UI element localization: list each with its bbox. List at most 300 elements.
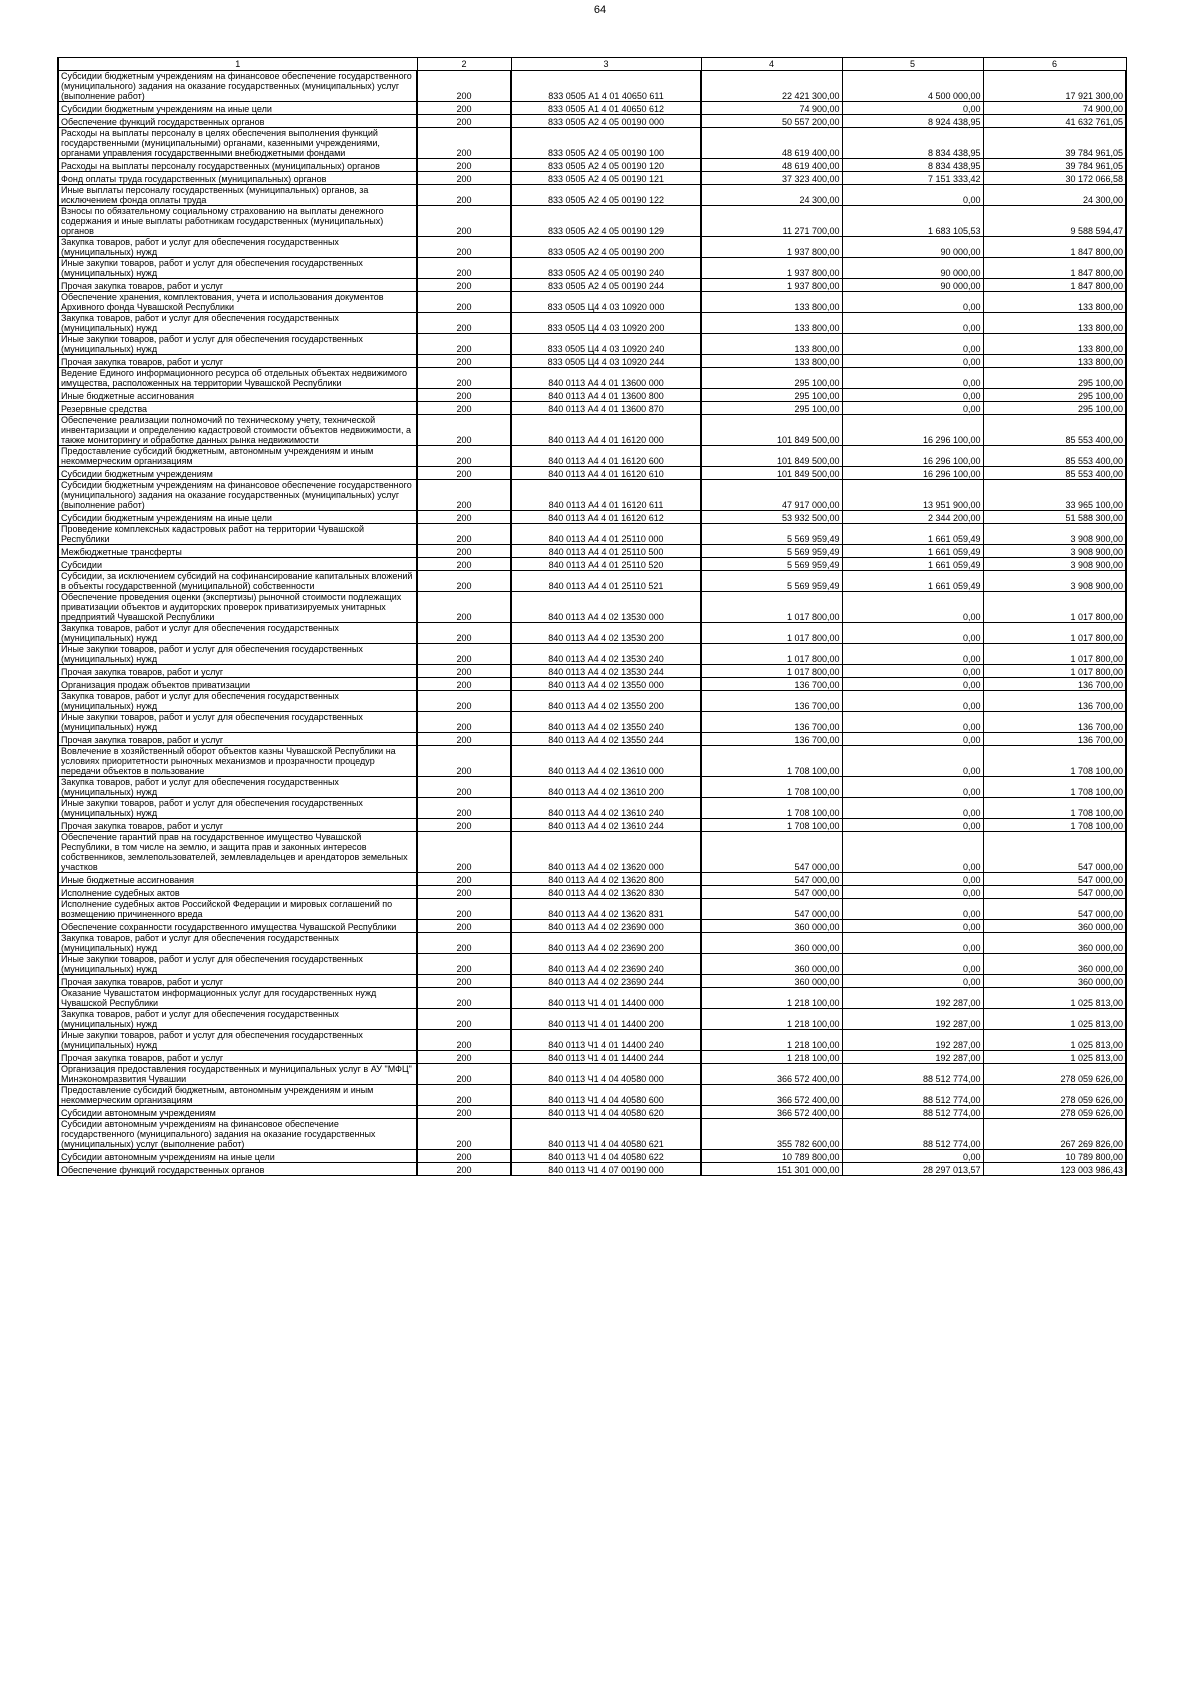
row-code-cell: 200 (417, 644, 511, 665)
row-approved-amount-cell: 136 700,00 (701, 678, 842, 691)
row-classification-cell: 840 0113 Ч1 4 01 14400 200 (511, 1009, 701, 1030)
row-name-cell: Обеспечение сохранности государственного имущества Чувашской Республики (58, 920, 417, 933)
row-name-cell: Прочая закупка товаров, работ и услуг (58, 1051, 417, 1064)
row-remaining-amount-cell: 39 784 961,05 (983, 159, 1126, 172)
row-executed-amount-cell: 0,00 (842, 102, 983, 115)
row-code-cell: 200 (417, 954, 511, 975)
row-approved-amount-cell: 5 569 959,49 (701, 545, 842, 558)
row-executed-amount-cell: 0,00 (842, 712, 983, 733)
table-row (58, 467, 1126, 480)
row-remaining-amount-cell: 133 800,00 (983, 313, 1126, 334)
row-code-cell: 200 (417, 592, 511, 623)
row-code-cell: 200 (417, 334, 511, 355)
row-approved-amount-cell: 295 100,00 (701, 368, 842, 389)
table-row (58, 1085, 1126, 1106)
row-approved-amount-cell: 547 000,00 (701, 873, 842, 886)
row-classification-cell: 840 0113 Ч1 4 04 40580 622 (511, 1150, 701, 1163)
row-approved-amount-cell: 355 782 600,00 (701, 1119, 842, 1150)
row-remaining-amount-cell: 1 847 800,00 (983, 279, 1126, 292)
row-executed-amount-cell: 8 834 438,95 (842, 128, 983, 159)
row-name-cell: Закупка товаров, работ и услуг для обеспечения государственных (муниципальных) нужд (58, 933, 417, 954)
row-name-cell: Предоставление субсидий бюджетным, автономным учреждениям и иным некоммерческим организациям (58, 446, 417, 467)
row-approved-amount-cell: 101 849 500,00 (701, 446, 842, 467)
table-row (58, 665, 1126, 678)
row-classification-cell: 840 0113 А4 4 02 13610 244 (511, 819, 701, 832)
row-classification-cell: 840 0113 А4 4 01 25110 520 (511, 558, 701, 571)
row-classification-cell: 833 0505 А2 4 05 00190 129 (511, 206, 701, 237)
row-remaining-amount-cell: 1 708 100,00 (983, 819, 1126, 832)
row-approved-amount-cell: 547 000,00 (701, 899, 842, 920)
row-approved-amount-cell: 1 017 800,00 (701, 623, 842, 644)
row-executed-amount-cell: 0,00 (842, 623, 983, 644)
table-row (58, 988, 1126, 1009)
row-name-cell: Прочая закупка товаров, работ и услуг (58, 355, 417, 368)
row-code-cell: 200 (417, 733, 511, 746)
table-row (58, 159, 1126, 172)
row-approved-amount-cell: 1 218 100,00 (701, 1009, 842, 1030)
row-code-cell: 200 (417, 1085, 511, 1106)
row-classification-cell: 840 0113 А4 4 01 25110 000 (511, 524, 701, 545)
row-code-cell: 200 (417, 571, 511, 592)
row-approved-amount-cell: 10 789 800,00 (701, 1150, 842, 1163)
row-classification-cell: 833 0505 А2 4 05 00190 122 (511, 185, 701, 206)
row-approved-amount-cell: 1 708 100,00 (701, 746, 842, 777)
row-code-cell: 200 (417, 1030, 511, 1051)
row-executed-amount-cell: 0,00 (842, 334, 983, 355)
row-remaining-amount-cell: 1 708 100,00 (983, 777, 1126, 798)
row-executed-amount-cell: 13 951 900,00 (842, 480, 983, 511)
table-row (58, 511, 1126, 524)
row-name-cell: Иные выплаты персоналу государственных (муниципальных) органов, за исключением фонда оплаты труда (58, 185, 417, 206)
row-name-cell: Расходы на выплаты персоналу государственных (муниципальных) органов (58, 159, 417, 172)
row-code-cell: 200 (417, 746, 511, 777)
row-remaining-amount-cell: 85 553 400,00 (983, 415, 1126, 446)
row-approved-amount-cell: 53 932 500,00 (701, 511, 842, 524)
row-code-cell: 200 (417, 206, 511, 237)
row-executed-amount-cell: 4 500 000,00 (842, 71, 983, 102)
row-classification-cell: 840 0113 А4 4 02 13550 244 (511, 733, 701, 746)
row-code-cell: 200 (417, 819, 511, 832)
table-row (58, 558, 1126, 571)
row-executed-amount-cell: 0,00 (842, 933, 983, 954)
row-code-cell: 200 (417, 402, 511, 415)
row-classification-cell: 840 0113 А4 4 02 23690 200 (511, 933, 701, 954)
row-executed-amount-cell: 1 661 059,49 (842, 524, 983, 545)
row-executed-amount-cell: 0,00 (842, 954, 983, 975)
row-name-cell: Предоставление субсидий бюджетным, автономным учреждениям и иным некоммерческим организациям (58, 1085, 417, 1106)
row-remaining-amount-cell: 3 908 900,00 (983, 545, 1126, 558)
column-header: 4 (701, 58, 842, 71)
row-classification-cell: 840 0113 А4 4 02 13550 000 (511, 678, 701, 691)
row-remaining-amount-cell: 10 789 800,00 (983, 1150, 1126, 1163)
row-executed-amount-cell: 0,00 (842, 368, 983, 389)
row-name-cell: Субсидии бюджетным учреждениям (58, 467, 417, 480)
row-classification-cell: 833 0505 А2 4 05 00190 000 (511, 115, 701, 128)
table-row (58, 545, 1126, 558)
row-executed-amount-cell: 192 287,00 (842, 1009, 983, 1030)
row-name-cell: Субсидии автономным учреждениям на финансовое обеспечение государственного (муниципального) задания на оказание государственных (муниципальных) услуг (выполнение работ) (58, 1119, 417, 1150)
row-remaining-amount-cell: 136 700,00 (983, 712, 1126, 733)
table-row (58, 480, 1126, 511)
table-row (58, 873, 1126, 886)
row-executed-amount-cell: 0,00 (842, 873, 983, 886)
row-name-cell: Иные бюджетные ассигнования (58, 873, 417, 886)
row-classification-cell: 840 0113 А4 4 02 13620 800 (511, 873, 701, 886)
table-row (58, 933, 1126, 954)
row-executed-amount-cell: 192 287,00 (842, 1051, 983, 1064)
row-remaining-amount-cell: 295 100,00 (983, 402, 1126, 415)
row-executed-amount-cell: 0,00 (842, 292, 983, 313)
table-row (58, 402, 1126, 415)
row-remaining-amount-cell: 3 908 900,00 (983, 524, 1126, 545)
table-row (58, 1150, 1126, 1163)
row-approved-amount-cell: 360 000,00 (701, 920, 842, 933)
row-remaining-amount-cell: 123 003 986,43 (983, 1163, 1126, 1176)
row-executed-amount-cell: 0,00 (842, 691, 983, 712)
row-executed-amount-cell: 0,00 (842, 798, 983, 819)
row-executed-amount-cell: 88 512 774,00 (842, 1064, 983, 1085)
column-header: 5 (842, 58, 983, 71)
row-executed-amount-cell: 28 297 013,57 (842, 1163, 983, 1176)
row-remaining-amount-cell: 1 017 800,00 (983, 665, 1126, 678)
row-classification-cell: 833 0505 Ц4 4 03 10920 240 (511, 334, 701, 355)
row-name-cell: Иные закупки товаров, работ и услуг для обеспечения государственных (муниципальных) нужд (58, 644, 417, 665)
row-approved-amount-cell: 295 100,00 (701, 402, 842, 415)
row-executed-amount-cell: 2 344 200,00 (842, 511, 983, 524)
row-executed-amount-cell: 0,00 (842, 819, 983, 832)
table-row (58, 899, 1126, 920)
row-code-cell: 200 (417, 1163, 511, 1176)
row-name-cell: Иные закупки товаров, работ и услуг для обеспечения государственных (муниципальных) нужд (58, 954, 417, 975)
row-classification-cell: 833 0505 Ц4 4 03 10920 000 (511, 292, 701, 313)
row-classification-cell: 840 0113 А4 4 01 13600 000 (511, 368, 701, 389)
row-code-cell: 200 (417, 623, 511, 644)
row-name-cell: Резервные средства (58, 402, 417, 415)
row-approved-amount-cell: 47 917 000,00 (701, 480, 842, 511)
row-remaining-amount-cell: 1 017 800,00 (983, 623, 1126, 644)
row-remaining-amount-cell: 295 100,00 (983, 368, 1126, 389)
row-executed-amount-cell: 0,00 (842, 899, 983, 920)
row-approved-amount-cell: 1 937 800,00 (701, 237, 842, 258)
row-name-cell: Субсидии бюджетным учреждениям на иные цели (58, 511, 417, 524)
table-row (58, 678, 1126, 691)
row-executed-amount-cell: 0,00 (842, 777, 983, 798)
table-row (58, 279, 1126, 292)
row-name-cell: Иные бюджетные ассигнования (58, 389, 417, 402)
row-code-cell: 200 (417, 355, 511, 368)
row-name-cell: Организация предоставления государственных и муниципальных услуг в АУ "МФЦ" Минэкономразвития Чувашии (58, 1064, 417, 1085)
row-name-cell: Иные закупки товаров, работ и услуг для обеспечения государственных (муниципальных) нужд (58, 1030, 417, 1051)
row-remaining-amount-cell: 295 100,00 (983, 389, 1126, 402)
row-remaining-amount-cell: 278 059 626,00 (983, 1106, 1126, 1119)
row-code-cell: 200 (417, 128, 511, 159)
table-row (58, 446, 1126, 467)
table-row (58, 571, 1126, 592)
row-classification-cell: 840 0113 Ч1 4 01 14400 000 (511, 988, 701, 1009)
table-row (58, 832, 1126, 873)
row-remaining-amount-cell: 136 700,00 (983, 678, 1126, 691)
row-executed-amount-cell: 90 000,00 (842, 237, 983, 258)
row-executed-amount-cell: 0,00 (842, 185, 983, 206)
row-remaining-amount-cell: 74 900,00 (983, 102, 1126, 115)
row-classification-cell: 840 0113 А4 4 01 16120 600 (511, 446, 701, 467)
row-code-cell: 200 (417, 798, 511, 819)
table-row (58, 975, 1126, 988)
table-row (58, 920, 1126, 933)
column-header: 1 (58, 58, 417, 71)
row-name-cell: Прочая закупка товаров, работ и услуг (58, 665, 417, 678)
table-row (58, 819, 1126, 832)
row-classification-cell: 840 0113 А4 4 02 13550 200 (511, 691, 701, 712)
row-executed-amount-cell: 0,00 (842, 975, 983, 988)
row-classification-cell: 840 0113 А4 4 01 16120 612 (511, 511, 701, 524)
row-approved-amount-cell: 24 300,00 (701, 185, 842, 206)
column-header: 6 (983, 58, 1126, 71)
table-row (58, 712, 1126, 733)
row-approved-amount-cell: 1 218 100,00 (701, 988, 842, 1009)
row-executed-amount-cell: 192 287,00 (842, 1030, 983, 1051)
row-remaining-amount-cell: 278 059 626,00 (983, 1085, 1126, 1106)
row-name-cell: Иные закупки товаров, работ и услуг для обеспечения государственных (муниципальных) нужд (58, 258, 417, 279)
row-executed-amount-cell: 0,00 (842, 592, 983, 623)
row-classification-cell: 840 0113 А4 4 01 16120 610 (511, 467, 701, 480)
row-code-cell: 200 (417, 678, 511, 691)
row-approved-amount-cell: 547 000,00 (701, 886, 842, 899)
row-code-cell: 200 (417, 480, 511, 511)
row-classification-cell: 840 0113 А4 4 02 13530 000 (511, 592, 701, 623)
row-name-cell: Субсидии бюджетным учреждениям на финансовое обеспечение государственного (муниципального) задания на оказание государственных (муниципальных) услуг (выполнение работ) (58, 71, 417, 102)
row-approved-amount-cell: 50 557 200,00 (701, 115, 842, 128)
row-name-cell: Закупка товаров, работ и услуг для обеспечения государственных (муниципальных) нужд (58, 237, 417, 258)
row-name-cell: Субсидии бюджетным учреждениям на иные цели (58, 102, 417, 115)
row-name-cell: Прочая закупка товаров, работ и услуг (58, 733, 417, 746)
row-classification-cell: 840 0113 А4 4 02 13620 831 (511, 899, 701, 920)
row-name-cell: Обеспечение функций государственных органов (58, 1163, 417, 1176)
row-classification-cell: 833 0505 Ц4 4 03 10920 244 (511, 355, 701, 368)
row-name-cell: Оказание Чувашстатом информационных услуг для государственных нужд Чувашской Республики (58, 988, 417, 1009)
table-row (58, 313, 1126, 334)
row-code-cell: 200 (417, 1009, 511, 1030)
row-code-cell: 200 (417, 258, 511, 279)
row-remaining-amount-cell: 30 172 066,58 (983, 172, 1126, 185)
row-remaining-amount-cell: 1 847 800,00 (983, 258, 1126, 279)
table-row (58, 746, 1126, 777)
table-row (58, 1064, 1126, 1085)
row-approved-amount-cell: 136 700,00 (701, 691, 842, 712)
row-approved-amount-cell: 360 000,00 (701, 933, 842, 954)
row-classification-cell: 833 0505 Ц4 4 03 10920 200 (511, 313, 701, 334)
row-approved-amount-cell: 295 100,00 (701, 389, 842, 402)
row-remaining-amount-cell: 547 000,00 (983, 832, 1126, 873)
row-executed-amount-cell: 88 512 774,00 (842, 1085, 983, 1106)
row-code-cell: 200 (417, 777, 511, 798)
row-code-cell: 200 (417, 1106, 511, 1119)
row-approved-amount-cell: 360 000,00 (701, 975, 842, 988)
row-classification-cell: 833 0505 А2 4 05 00190 200 (511, 237, 701, 258)
row-remaining-amount-cell: 133 800,00 (983, 292, 1126, 313)
row-code-cell: 200 (417, 446, 511, 467)
row-approved-amount-cell: 136 700,00 (701, 733, 842, 746)
row-classification-cell: 840 0113 А4 4 02 13610 200 (511, 777, 701, 798)
row-remaining-amount-cell: 1 025 813,00 (983, 1030, 1126, 1051)
row-name-cell: Обеспечение хранения, комплектования, учета и использования документов Архивного фонда Чувашской Республики (58, 292, 417, 313)
row-code-cell: 200 (417, 1064, 511, 1085)
row-approved-amount-cell: 1 708 100,00 (701, 777, 842, 798)
row-approved-amount-cell: 133 800,00 (701, 334, 842, 355)
row-code-cell: 200 (417, 279, 511, 292)
row-approved-amount-cell: 366 572 400,00 (701, 1064, 842, 1085)
row-name-cell: Закупка товаров, работ и услуг для обеспечения государственных (муниципальных) нужд (58, 623, 417, 644)
table-row (58, 1106, 1126, 1119)
row-approved-amount-cell: 101 849 500,00 (701, 467, 842, 480)
table-header-row (58, 58, 1126, 71)
row-code-cell: 200 (417, 1150, 511, 1163)
row-name-cell: Субсидии, за исключением субсидий на софинансирование капитальных вложений в объекты государственной (муниципальной) собственности (58, 571, 417, 592)
row-classification-cell: 840 0113 А4 4 02 13530 200 (511, 623, 701, 644)
row-classification-cell: 840 0113 А4 4 02 23690 000 (511, 920, 701, 933)
row-approved-amount-cell: 1 937 800,00 (701, 279, 842, 292)
row-approved-amount-cell: 366 572 400,00 (701, 1106, 842, 1119)
row-approved-amount-cell: 22 421 300,00 (701, 71, 842, 102)
row-classification-cell: 840 0113 А4 4 02 13530 240 (511, 644, 701, 665)
row-code-cell: 200 (417, 115, 511, 128)
row-remaining-amount-cell: 51 588 300,00 (983, 511, 1126, 524)
row-code-cell: 200 (417, 975, 511, 988)
row-name-cell: Субсидии автономным учреждениям (58, 1106, 417, 1119)
row-executed-amount-cell: 0,00 (842, 402, 983, 415)
row-remaining-amount-cell: 1 017 800,00 (983, 644, 1126, 665)
table-row (58, 1051, 1126, 1064)
row-classification-cell: 840 0113 Ч1 4 04 40580 621 (511, 1119, 701, 1150)
row-remaining-amount-cell: 136 700,00 (983, 733, 1126, 746)
row-classification-cell: 840 0113 А4 4 01 13600 870 (511, 402, 701, 415)
table-row (58, 115, 1126, 128)
row-classification-cell: 833 0505 А2 4 05 00190 100 (511, 128, 701, 159)
table-row (58, 733, 1126, 746)
row-name-cell: Расходы на выплаты персоналу в целях обеспечения выполнения функций государственными (муниципальными) органами, казенными учреждениями, органами управления государственными внебюджетными фондами (58, 128, 417, 159)
row-name-cell: Иные закупки товаров, работ и услуг для обеспечения государственных (муниципальных) нужд (58, 334, 417, 355)
row-approved-amount-cell: 133 800,00 (701, 355, 842, 368)
row-approved-amount-cell: 133 800,00 (701, 313, 842, 334)
row-approved-amount-cell: 37 323 400,00 (701, 172, 842, 185)
table-row (58, 623, 1126, 644)
row-remaining-amount-cell: 133 800,00 (983, 334, 1126, 355)
row-code-cell: 200 (417, 102, 511, 115)
row-executed-amount-cell: 0,00 (842, 832, 983, 873)
row-executed-amount-cell: 0,00 (842, 665, 983, 678)
column-header: 2 (417, 58, 511, 71)
row-classification-cell: 840 0113 А4 4 02 13610 000 (511, 746, 701, 777)
row-approved-amount-cell: 11 271 700,00 (701, 206, 842, 237)
table-row (58, 1030, 1126, 1051)
row-name-cell: Фонд оплаты труда государственных (муниципальных) органов (58, 172, 417, 185)
row-executed-amount-cell: 16 296 100,00 (842, 415, 983, 446)
table-row (58, 172, 1126, 185)
row-executed-amount-cell: 7 151 333,42 (842, 172, 983, 185)
row-approved-amount-cell: 547 000,00 (701, 832, 842, 873)
row-approved-amount-cell: 5 569 959,49 (701, 571, 842, 592)
row-code-cell: 200 (417, 172, 511, 185)
row-executed-amount-cell: 90 000,00 (842, 258, 983, 279)
row-code-cell: 200 (417, 292, 511, 313)
row-name-cell: Организация продаж объектов приватизации (58, 678, 417, 691)
row-executed-amount-cell: 192 287,00 (842, 988, 983, 1009)
row-executed-amount-cell: 0,00 (842, 1150, 983, 1163)
row-remaining-amount-cell: 547 000,00 (983, 899, 1126, 920)
row-code-cell: 200 (417, 159, 511, 172)
row-name-cell: Межбюджетные трансферты (58, 545, 417, 558)
row-remaining-amount-cell: 9 588 594,47 (983, 206, 1126, 237)
row-executed-amount-cell: 0,00 (842, 389, 983, 402)
table-row (58, 368, 1126, 389)
row-remaining-amount-cell: 278 059 626,00 (983, 1064, 1126, 1085)
row-executed-amount-cell: 0,00 (842, 313, 983, 334)
row-code-cell: 200 (417, 899, 511, 920)
row-classification-cell: 840 0113 А4 4 01 16120 611 (511, 480, 701, 511)
table-row (58, 954, 1126, 975)
row-name-cell: Вовлечение в хозяйственный оборот объектов казны Чувашской Республики на условиях приоритетности рыночных механизмов и прозрачности процедур передачи объектов в пользование (58, 746, 417, 777)
row-name-cell: Закупка товаров, работ и услуг для обеспечения государственных (муниципальных) нужд (58, 691, 417, 712)
row-executed-amount-cell: 0,00 (842, 355, 983, 368)
row-classification-cell: 840 0113 А4 4 02 13620 830 (511, 886, 701, 899)
table-row (58, 71, 1126, 102)
row-code-cell: 200 (417, 313, 511, 334)
row-remaining-amount-cell: 3 908 900,00 (983, 571, 1126, 592)
row-remaining-amount-cell: 360 000,00 (983, 920, 1126, 933)
row-name-cell: Субсидии бюджетным учреждениям на финансовое обеспечение государственного (муниципального) задания на оказание государственных (муниципальных) услуг (выполнение работ) (58, 480, 417, 511)
table-row (58, 258, 1126, 279)
row-approved-amount-cell: 48 619 400,00 (701, 159, 842, 172)
row-approved-amount-cell: 48 619 400,00 (701, 128, 842, 159)
row-remaining-amount-cell: 3 908 900,00 (983, 558, 1126, 571)
row-executed-amount-cell: 1 661 059,49 (842, 558, 983, 571)
row-approved-amount-cell: 151 301 000,00 (701, 1163, 842, 1176)
table-row (58, 691, 1126, 712)
row-code-cell: 200 (417, 1119, 511, 1150)
table-row (58, 524, 1126, 545)
row-remaining-amount-cell: 547 000,00 (983, 873, 1126, 886)
row-remaining-amount-cell: 39 784 961,05 (983, 128, 1126, 159)
row-approved-amount-cell: 1 708 100,00 (701, 798, 842, 819)
row-code-cell: 200 (417, 415, 511, 446)
row-approved-amount-cell: 133 800,00 (701, 292, 842, 313)
row-executed-amount-cell: 0,00 (842, 746, 983, 777)
row-code-cell: 200 (417, 832, 511, 873)
row-code-cell: 200 (417, 1051, 511, 1064)
row-approved-amount-cell: 1 218 100,00 (701, 1030, 842, 1051)
row-remaining-amount-cell: 136 700,00 (983, 691, 1126, 712)
row-code-cell: 200 (417, 368, 511, 389)
row-remaining-amount-cell: 33 965 100,00 (983, 480, 1126, 511)
row-classification-cell: 833 0505 А1 4 01 40650 611 (511, 71, 701, 102)
row-name-cell: Ведение Единого информационного ресурса об отдельных объектах недвижимого имущества, расположенных на территории Чувашской Республики (58, 368, 417, 389)
row-name-cell: Субсидии (58, 558, 417, 571)
row-classification-cell: 833 0505 А2 4 05 00190 120 (511, 159, 701, 172)
table-row (58, 185, 1126, 206)
row-code-cell: 200 (417, 185, 511, 206)
row-code-cell: 200 (417, 545, 511, 558)
row-code-cell: 200 (417, 524, 511, 545)
row-name-cell: Взносы по обязательному социальному страхованию на выплаты денежного содержания и иные выплаты работникам государственных (муниципальных) органов (58, 206, 417, 237)
row-code-cell: 200 (417, 886, 511, 899)
row-code-cell: 200 (417, 873, 511, 886)
row-executed-amount-cell: 0,00 (842, 920, 983, 933)
row-classification-cell: 833 0505 А1 4 01 40650 612 (511, 102, 701, 115)
row-name-cell: Иные закупки товаров, работ и услуг для обеспечения государственных (муниципальных) нужд (58, 712, 417, 733)
row-remaining-amount-cell: 360 000,00 (983, 954, 1126, 975)
table-row (58, 1163, 1126, 1176)
row-remaining-amount-cell: 360 000,00 (983, 933, 1126, 954)
